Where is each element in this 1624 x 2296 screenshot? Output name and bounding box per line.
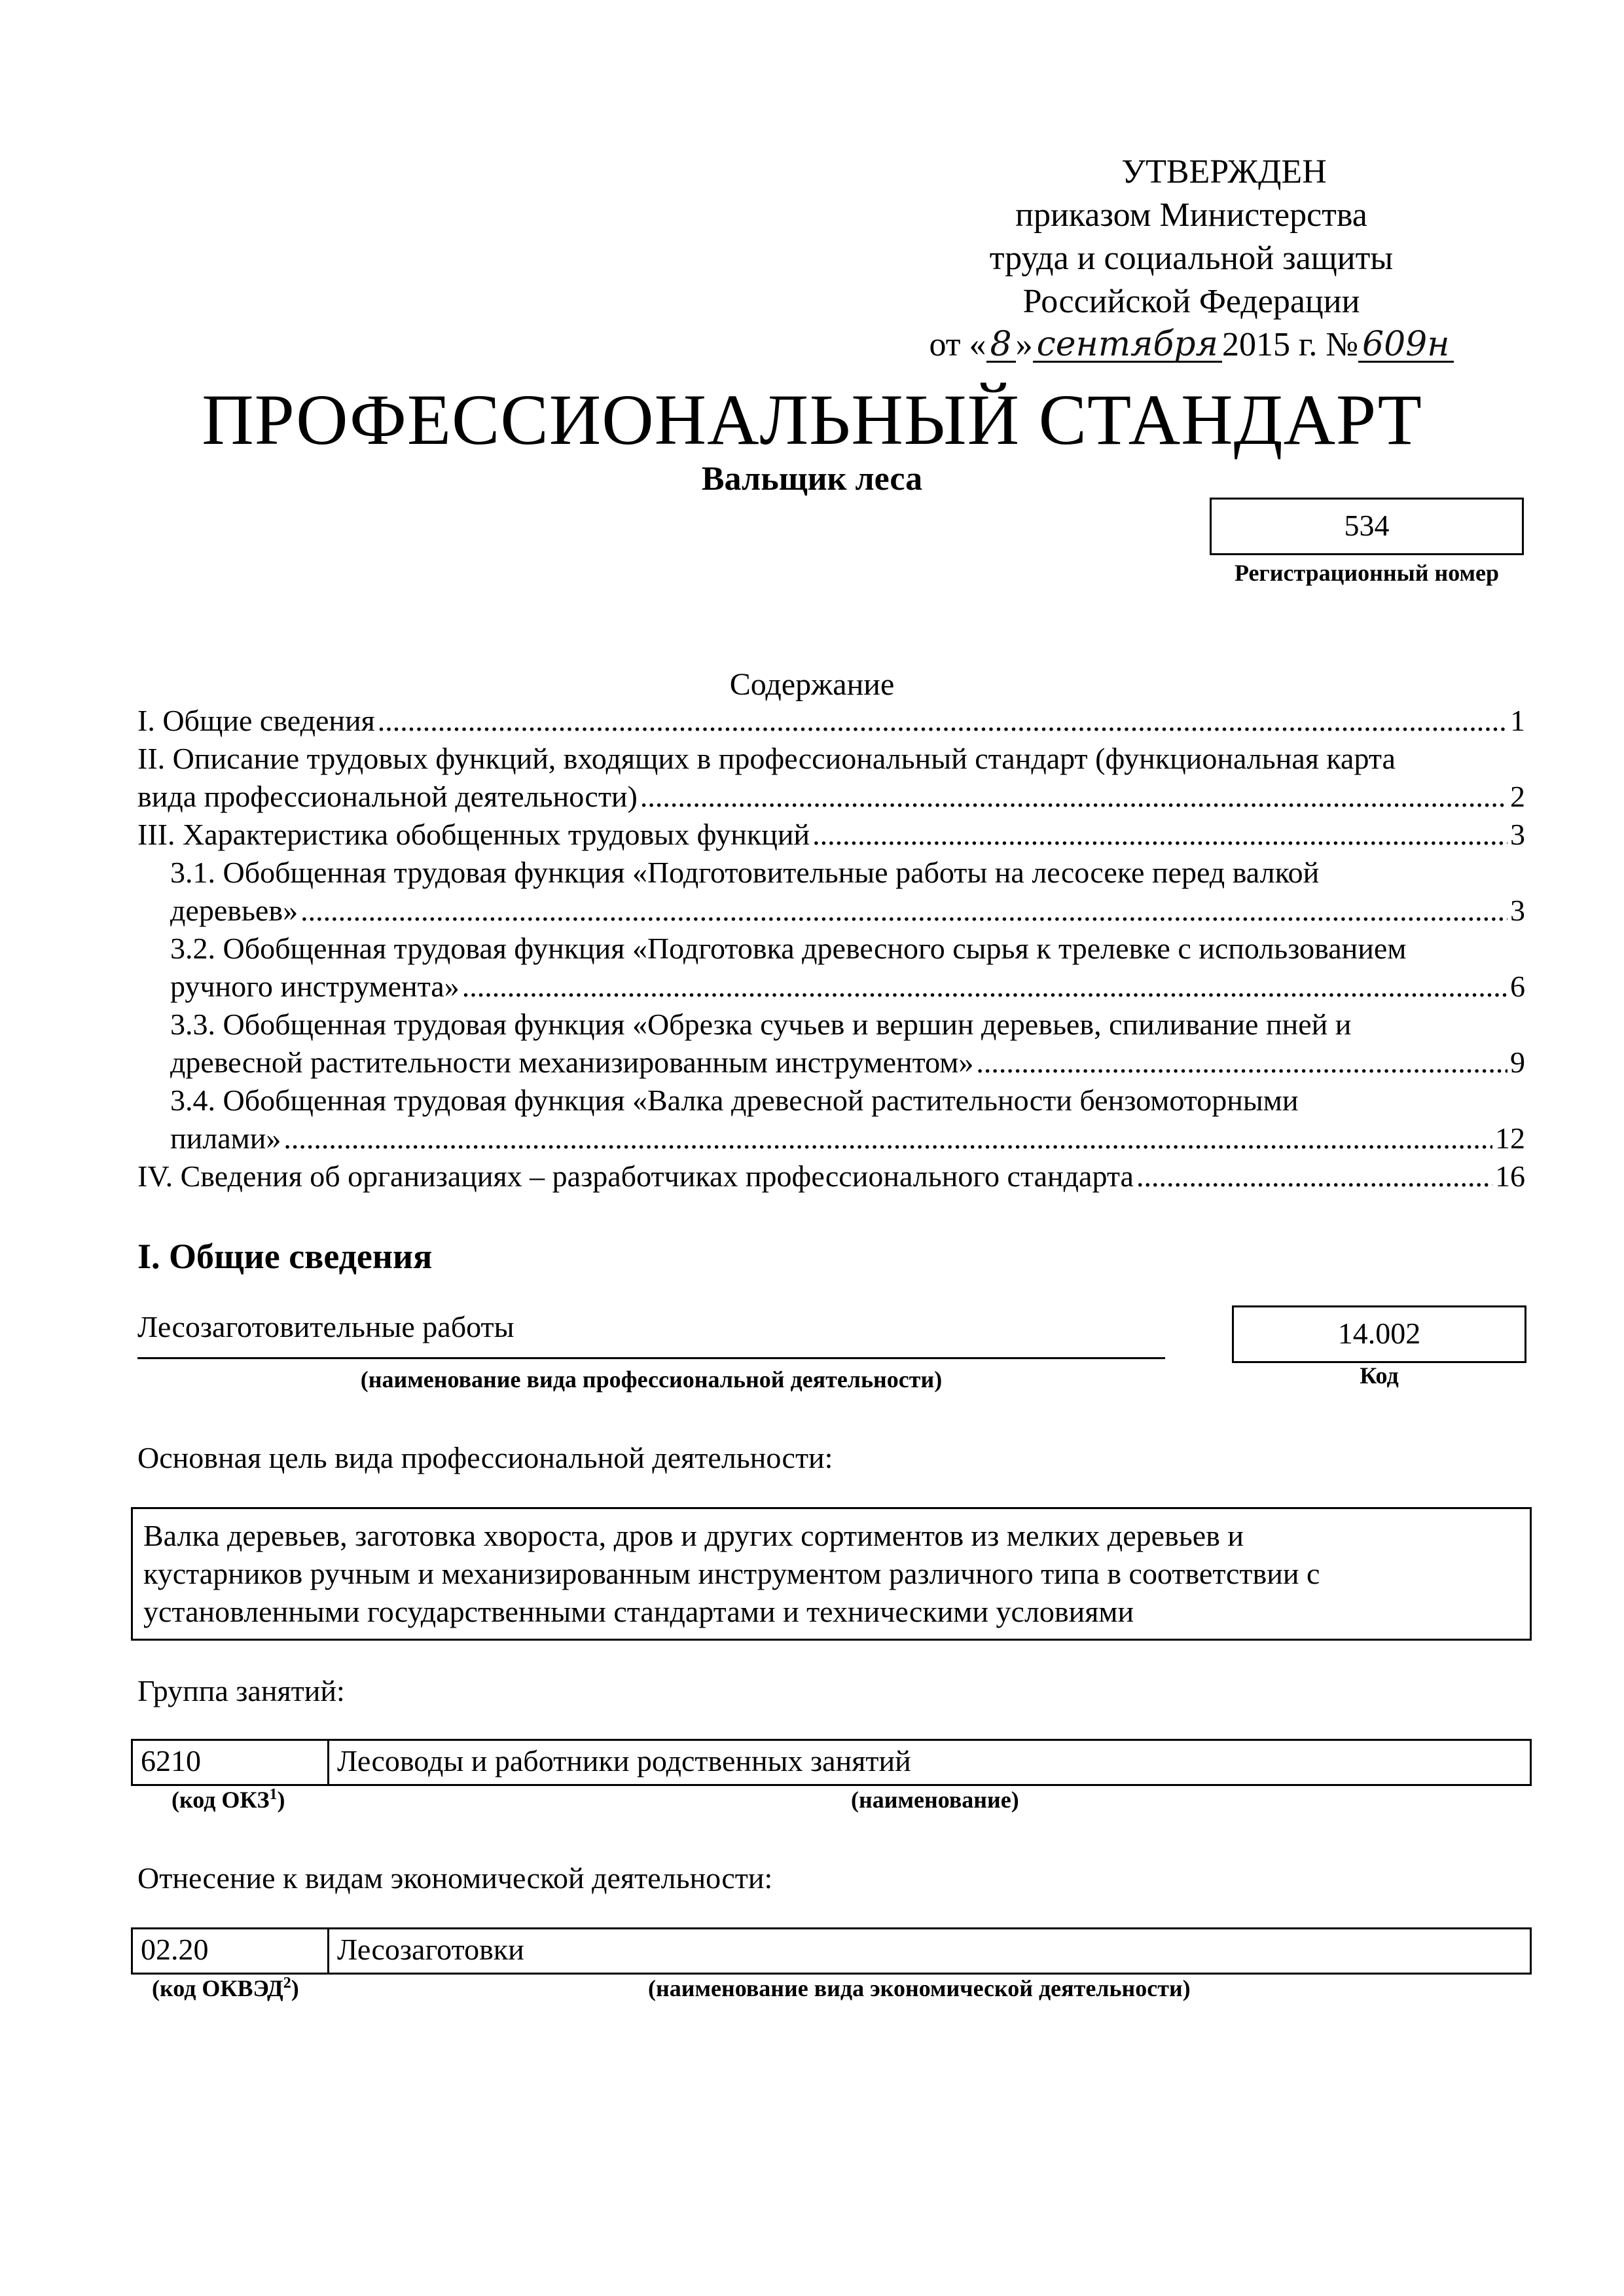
goal-text-line: кустарников ручным и механизированным инструментом различного типа в соответствии с (143, 1557, 1320, 1590)
toc-item-page: 3 (1510, 818, 1525, 851)
occupation-group-heading: Группа занятий: (137, 1674, 345, 1707)
toc-leader-dots (462, 968, 1507, 1006)
table-of-contents (137, 702, 1525, 1195)
toc-item-3-3[interactable] (137, 1006, 1525, 1082)
okz-code-caption (171, 1786, 285, 1813)
goal-heading: Основная цель вида профессиональной деятельности: (137, 1441, 833, 1474)
economic-activity-heading: Отнесение к видам экономической деятельности: (137, 1861, 773, 1895)
toc-item-text: 3.1. Обобщенная трудовая функция «Подготовительные работы на лесосеке перед валкой (170, 856, 1320, 889)
occupation-group-name: Лесоводы и работники родственных занятий (337, 1744, 911, 1777)
okz-caption-text: (код ОКЗ (171, 1787, 270, 1813)
toc-item-general[interactable] (137, 702, 1525, 740)
occupation-name-caption: (наименование) (851, 1787, 1019, 1813)
okved-code: 02.20 (133, 1929, 329, 1973)
toc-item-characteristics[interactable] (137, 816, 1525, 854)
date-prefix: от « (929, 326, 986, 363)
approval-block (903, 151, 1479, 367)
toc-leader-dots (976, 1044, 1507, 1082)
date-year: 2015 г. № (1221, 326, 1359, 363)
toc-item-3-1[interactable] (137, 854, 1525, 930)
toc-item-3-2[interactable] (137, 930, 1525, 1006)
activity-code-box: 14.002 (1232, 1305, 1526, 1363)
okved-name: Лесозаготовки (337, 1933, 524, 1966)
toc-item-text: 3.4. Обобщенная трудовая функция «Валка древесной растительности бензомоторными (170, 1084, 1299, 1117)
toc-item-3-4[interactable] (137, 1082, 1525, 1157)
toc-leader-dots (812, 816, 1507, 854)
toc-item-text-cont: пилами» (170, 1121, 281, 1155)
occupation-group-table (131, 1739, 1532, 1786)
toc-item-developers[interactable] (137, 1157, 1525, 1195)
activity-code-caption: Код (1360, 1362, 1399, 1389)
toc-item-text-cont: вида профессиональной деятельности) (137, 780, 638, 813)
toc-item-page: 2 (1510, 780, 1525, 813)
okved-caption-text: (код ОКВЭД (152, 1975, 283, 2001)
toc-leader-dots (378, 702, 1507, 740)
toc-item-text-cont: деревьев» (170, 894, 298, 927)
goal-box (131, 1507, 1532, 1641)
toc-item-page: 16 (1495, 1159, 1525, 1193)
order-number: 609н (1358, 328, 1454, 363)
section-1-heading: I. Общие сведения (137, 1237, 433, 1276)
toc-leader-dots (300, 892, 1507, 930)
toc-item-page: 9 (1510, 1046, 1525, 1079)
toc-item-functions-description[interactable] (137, 740, 1525, 816)
approval-line-federation: Российской Федерации (1022, 283, 1360, 320)
toc-item-text: I. Общие сведения (137, 704, 375, 737)
activity-name: Лесозаготовительные работы (137, 1309, 1165, 1359)
toc-item-text: III. Характеристика обобщенных трудовых функций (137, 818, 810, 851)
date-day: 8 (986, 328, 1016, 363)
approval-line-labor: труда и социальной защиты (989, 240, 1394, 277)
economic-activity-table (131, 1927, 1532, 1975)
okved-caption-close: ) (291, 1975, 299, 2001)
activity-name-caption: (наименование вида профессиональной деятельности) (360, 1366, 943, 1393)
approval-heading: УТВЕРЖДЕН (1121, 153, 1327, 191)
approval-date-line (903, 323, 1479, 367)
toc-heading: Содержание (729, 667, 895, 702)
toc-item-text: II. Описание трудовых функций, входящих в профессиональный стандарт (функциональная карта (137, 742, 1396, 775)
toc-leader-dots (640, 778, 1507, 816)
okz-caption-close: ) (277, 1787, 285, 1813)
toc-leader-dots (1136, 1157, 1492, 1195)
toc-item-page: 6 (1510, 970, 1525, 1003)
document-title: ПРОФЕССИОНАЛЬНЫЙ СТАНДАРТ (202, 380, 1422, 460)
document-subtitle: Вальщик леса (701, 460, 923, 498)
toc-item-page: 1 (1510, 704, 1525, 737)
toc-item-page: 3 (1510, 894, 1525, 927)
approval-line-ministry: приказом Министерства (1015, 196, 1367, 234)
okved-footnote-mark: 2 (283, 1975, 291, 1992)
registration-number-box: 534 (1210, 498, 1524, 555)
toc-item-text-cont: ручного инструмента» (170, 970, 460, 1003)
toc-item-text: 3.3. Обобщенная трудовая функция «Обрезка сучьев и вершин деревьев, спиливание пней и (170, 1008, 1352, 1041)
occupation-group-code: 6210 (133, 1741, 329, 1784)
toc-item-text-cont: древесной растительности механизированным инструментом» (170, 1046, 974, 1079)
okved-name-caption: (наименование вида экономической деятельности) (648, 1975, 1191, 2001)
registration-number-label: Регистрационный номер (1234, 560, 1500, 586)
date-month: сентября (1033, 328, 1222, 363)
date-mid: » (1015, 326, 1033, 363)
toc-item-text: IV. Сведения об организациях – разработчиках профессионального стандарта (137, 1159, 1134, 1193)
toc-item-page: 12 (1495, 1121, 1525, 1155)
toc-leader-dots (283, 1120, 1492, 1157)
goal-text-line: Валка деревьев, заготовка хвороста, дров и других сортиментов из мелких деревьев и (143, 1519, 1244, 1552)
goal-text-line: установленными государственными стандартами и техническими условиями (143, 1595, 1134, 1628)
okved-code-caption (152, 1975, 299, 2002)
okz-footnote-mark: 1 (269, 1786, 278, 1803)
toc-item-text: 3.2. Обобщенная трудовая функция «Подготовка древесного сырья к трелевке с использованием (170, 932, 1407, 965)
